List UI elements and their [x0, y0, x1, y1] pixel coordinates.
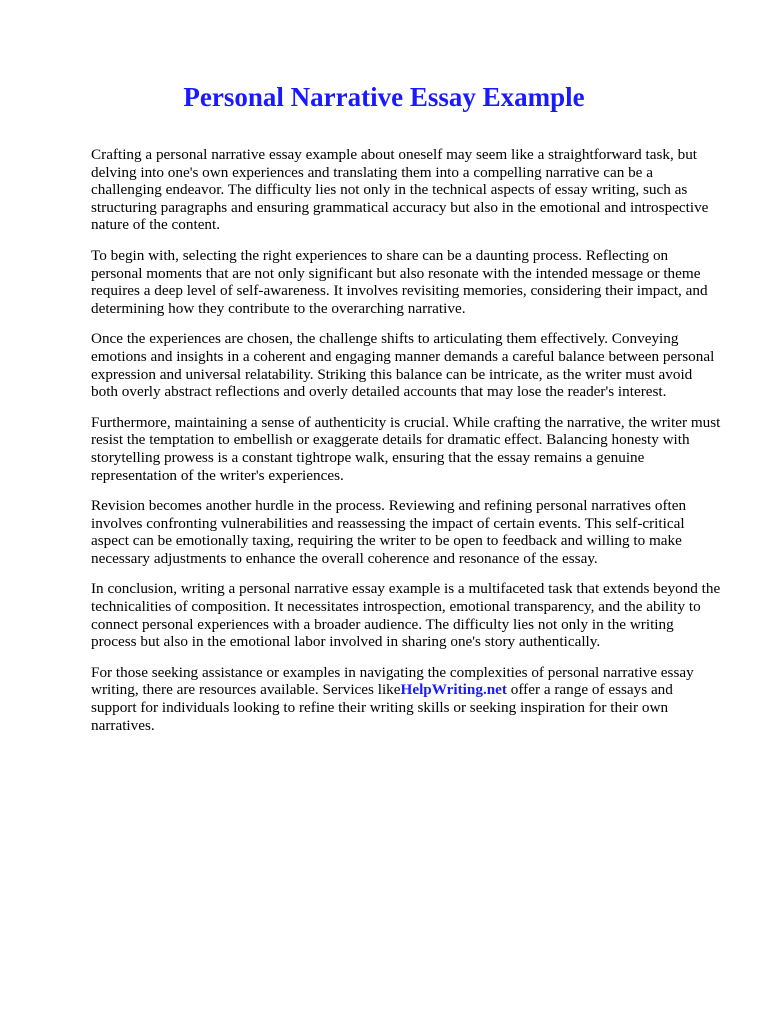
page-title: Personal Narrative Essay Example: [183, 82, 585, 112]
essay-body: [91, 146, 721, 747]
closing-text-before-link: For those seeking assistance or examples in navigating the complexities of personal narrative essay writing, there are resources available. Services like: [91, 663, 694, 699]
paragraph-2: To begin with, selecting the right experiences to share can be a daunting process. Reflecting on personal moments that are not only significant but also resonate with the intended message or theme requires a deep level of self-awareness. It involves revisiting memories, considering their impact, and determining how they contribute to the overarching narrative.: [91, 246, 708, 317]
paragraph-1: Crafting a personal narrative essay example about oneself may seem like a straightforward task, but delving into one's own experiences and translating them into a compelling narrative can be a challenging endeavor. The difficulty lies not only in the technical aspects of essay writing, such as structuring paragraphs and ensuring grammatical accuracy but also in the emotional and introspective nature of the content.: [91, 146, 709, 234]
paragraph-4: Furthermore, maintaining a sense of authenticity is crucial. While crafting the narrative, the writer must resist the temptation to embellish or exaggerate details for dramatic effect. Balancing honesty with storytelling prowess is a constant tightrope walk, ensuring that the essay remains a genuine representation of the writer's experiences.: [91, 413, 721, 484]
helpwriting-link[interactable]: HelpWriting.net: [400, 681, 507, 699]
paragraph-closing: [91, 664, 721, 734]
paragraph-3: Once the experiences are chosen, the challenge shifts to articulating them effectively. Conveying emotions and insights in a coherent and engaging manner demands a careful balance between personal expression and universal relatability. Striking this balance can be intricate, as the writer must avoid both overly abstract reflections and overly detailed accounts that may lose the reader's interest.: [91, 330, 715, 401]
paragraph-5: Revision becomes another hurdle in the process. Reviewing and refining personal narratives often involves confronting vulnerabilities and reassessing the impact of certain events. This self-critical aspect can be emotionally taxing, requiring the writer to be open to feedback and willing to make necessary adjustments to enhance the overall coherence and resonance of the essay.: [91, 497, 687, 567]
closing-text-after-link: offer a range of essays and support for individuals looking to refine their writing skills or seeking inspiration for their own narratives.: [91, 681, 673, 734]
paragraph-6: In conclusion, writing a personal narrative essay example is a multifaceted task that extends beyond the technicalities of composition. It necessitates introspection, emotional transparency, and the ability to connect personal experiences with a broader audience. The difficulty lies not only in the writing process but also in the emotional labor involved in sharing one's story authentically.: [91, 580, 721, 651]
